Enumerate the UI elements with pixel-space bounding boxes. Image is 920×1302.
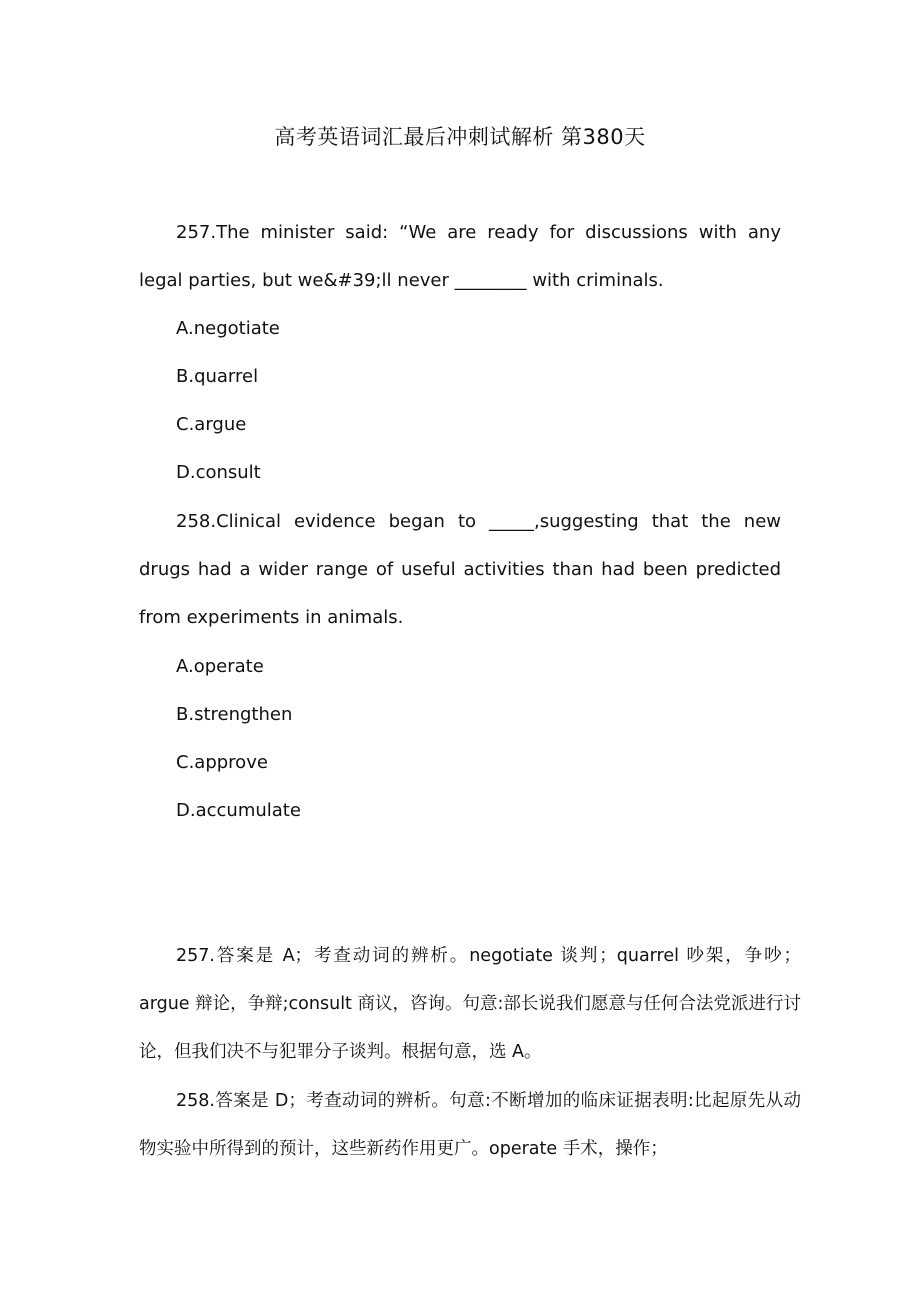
question-257-option-d: D.consult [176,462,261,483]
page-title: 高考英语词汇最后冲刺试解析 第380天 [274,125,646,149]
answer-258-explanation: 258.答案是 D；考查动词的辨析。句意:不断增加的临床证据表明:比起原先从动物实验中所得到的预计，这些新药作用更广。operate 手术，操作； [139,1091,801,1159]
question-258-stem: 258.Clinical evidence began to _____,suggesting that the new drugs had a wider range of useful activities than had been predicted from experiments in animals. [139,511,781,628]
question-257-option-c: C.argue [176,414,247,435]
question-258-option-a: A.operate [176,656,264,677]
question-257-option-a: A.negotiate [176,318,280,339]
question-257-option-b: B.quarrel [176,366,259,387]
question-258-option-d: D.accumulate [176,800,301,821]
question-257-stem: 257.The minister said: “We are ready for discussions with any legal parties, but we&#39;ll never ________ with criminals. [139,222,781,291]
question-258-option-b: B.strengthen [176,704,293,725]
answer-257-explanation: 257.答案是 A；考查动词的辨析。negotiate 谈判；quarrel 吵架，争吵；argue 辩论，争辩;consult 商议，咨询。句意:部长说我们愿意与任何合法党派进行讨论，但我们决不与犯罪分子谈判。根据句意，选 A。 [139,946,801,1062]
question-258-option-c: C.approve [176,752,268,773]
